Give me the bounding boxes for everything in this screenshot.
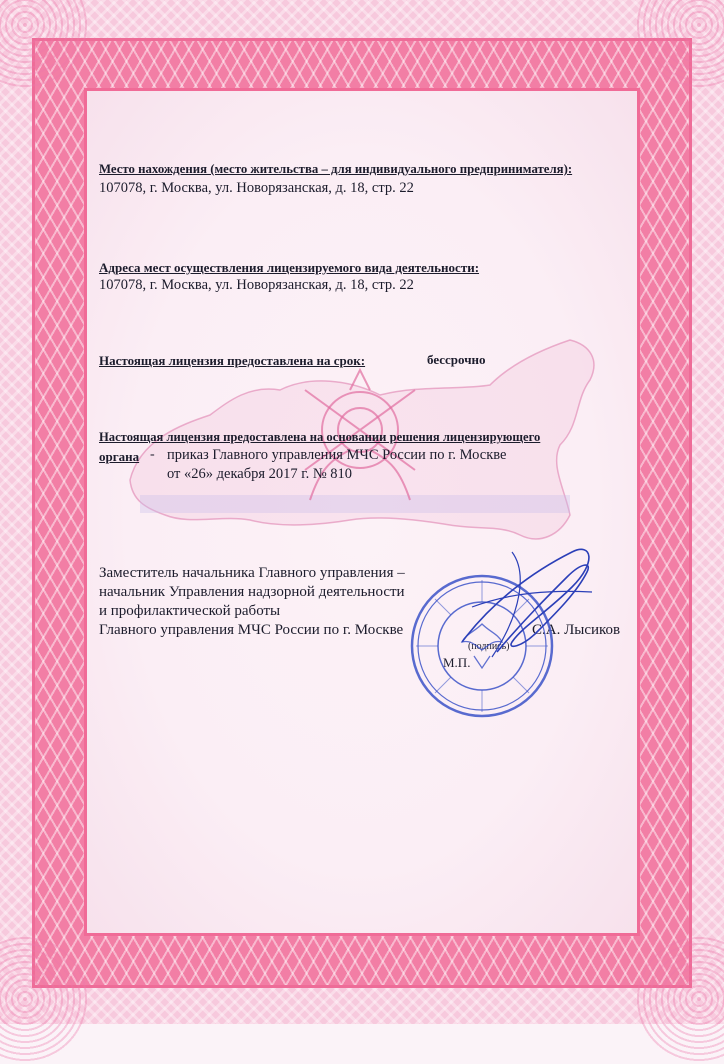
activity-address-label: Адреса мест осуществления лицензируемого вида деятельности: <box>99 260 480 275</box>
basis-label-line1: Настоящая лицензия предоставлена на основании решения лицензирующего <box>99 430 541 444</box>
signatory-title-line2: начальник Управления надзорной деятельности <box>99 584 405 600</box>
location-value: 107078, г. Москва, ул. Новорязанская, д. 18, стр. 22 <box>99 180 414 196</box>
basis-label-line2: органа <box>99 449 140 464</box>
signature-caption: (подпись) <box>468 641 510 652</box>
basis-value-line2: от «26» декабря 2017 г. № 810 <box>167 466 353 482</box>
signatory-name: С.А. Лысиков <box>532 622 621 638</box>
term-value: бессрочно <box>427 352 486 367</box>
stamp-place-mark: М.П. <box>443 655 471 670</box>
activity-address-value: 107078, г. Москва, ул. Новорязанская, д. 18, стр. 22 <box>99 277 414 293</box>
location-label: Место нахождения (место жительства – для индивидуального предпринимателя): <box>99 162 573 176</box>
signatory-title-line4: Главного управления МЧС России по г. Москве <box>99 622 404 638</box>
basis-dash: - <box>150 447 155 462</box>
term-label: Настоящая лицензия предоставлена на срок: <box>99 353 366 368</box>
handwritten-signature <box>452 532 602 672</box>
basis-value-line1: приказ Главного управления МЧС России по г. Москве <box>167 447 507 463</box>
signatory-title-line3: и профилактической работы <box>99 603 281 619</box>
signatory-title-line1: Заместитель начальника Главного управления – <box>99 565 405 581</box>
